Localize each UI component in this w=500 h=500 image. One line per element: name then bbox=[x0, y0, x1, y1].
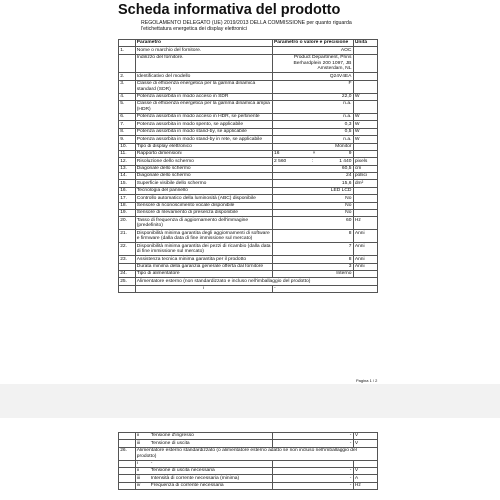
table-row bbox=[119, 195, 378, 202]
header-unit-cell: Unità bbox=[353, 40, 377, 47]
row-label: Identificativo del modello bbox=[135, 73, 272, 80]
row-label bbox=[135, 468, 272, 475]
document-subtitle: REGOLAMENTO DELEGATO (UE) 2019/2013 DELLA COMMISSIONE per quanto riguarda l'etichettatura energetica dei display elettronici bbox=[141, 20, 352, 33]
row-number: 25. bbox=[119, 278, 136, 285]
row-label: Potenza assorbita in modo acceso in SDR bbox=[135, 93, 272, 100]
row-value: n.a. bbox=[272, 114, 353, 121]
row-value: 3 bbox=[272, 263, 353, 270]
row-label: Alimentatore esterno standardizzato (o alimentatore esterno adatto se non incluso nell'imballaggio del prodotto) bbox=[135, 447, 377, 460]
row-unit bbox=[353, 270, 377, 277]
row-unit bbox=[353, 80, 377, 93]
row-label: Sensore di riconoscimento vocale disponibile bbox=[135, 202, 272, 209]
table-row bbox=[119, 263, 378, 270]
table-row bbox=[119, 73, 378, 80]
row-subnumber: i bbox=[135, 285, 272, 292]
row-unit: W bbox=[353, 93, 377, 100]
row-value: - bbox=[272, 433, 353, 440]
row-number: 1. bbox=[119, 47, 136, 54]
product-info-table-page-2 bbox=[118, 432, 378, 490]
row-value: 15,6 bbox=[272, 180, 353, 187]
row-subnumber: ii bbox=[136, 468, 139, 474]
row-number bbox=[119, 460, 136, 467]
row-number: 12. bbox=[119, 158, 136, 165]
row-number: 9. bbox=[119, 136, 136, 143]
row-label-text: Tensione di uscita necessaria bbox=[150, 468, 215, 474]
row-value bbox=[272, 460, 353, 467]
header-param-cell: Parametro bbox=[135, 40, 272, 47]
row-label: Potenza assorbita in modo spento, se applicabile bbox=[135, 121, 272, 128]
value-second: 1 440 bbox=[339, 158, 352, 164]
row-label: Diagonale dello schermo bbox=[135, 165, 272, 172]
table-row bbox=[119, 209, 378, 216]
row-label: Potenza assorbita in modo stand-by in rete, se applicabile bbox=[135, 136, 272, 143]
page-gap bbox=[0, 384, 500, 418]
row-number: 3. bbox=[119, 80, 136, 93]
row-number bbox=[119, 433, 136, 440]
row-label bbox=[135, 440, 272, 447]
row-unit: A bbox=[353, 475, 377, 482]
separator-symbol: : bbox=[312, 158, 314, 164]
row-number bbox=[119, 482, 136, 489]
row-unit bbox=[353, 202, 377, 209]
row-value: 60,5 bbox=[272, 165, 353, 172]
row-label: Sensore di rilevamento di presenza disponibile bbox=[135, 209, 272, 216]
row-value: 7 bbox=[272, 243, 353, 256]
table-row bbox=[119, 165, 378, 172]
row-unit bbox=[353, 54, 377, 73]
table-row bbox=[119, 173, 378, 180]
row-value: No bbox=[272, 202, 353, 209]
table-row bbox=[119, 230, 378, 243]
table-row bbox=[119, 482, 378, 489]
row-value: No bbox=[272, 209, 353, 216]
row-value: Interno bbox=[272, 270, 353, 277]
row-value: 22,0 bbox=[272, 93, 353, 100]
row-number: 17. bbox=[119, 195, 136, 202]
row-subnumber: ii bbox=[136, 433, 139, 439]
row-value: No bbox=[272, 195, 353, 202]
row-value: n.a. bbox=[272, 136, 353, 143]
row-label: Disponibilità minima garantita degli aggiornamenti di software e firmware (dalla data di fine immissione sul mercato) bbox=[135, 230, 272, 243]
row-label: Tipo di alimentatore bbox=[135, 270, 272, 277]
row-unit: dm² bbox=[353, 180, 377, 187]
separator-symbol: × bbox=[312, 151, 316, 157]
table-row bbox=[119, 433, 378, 440]
row-label: Tecnologia del pannello bbox=[135, 187, 272, 194]
table-row bbox=[119, 202, 378, 209]
row-unit: V bbox=[353, 433, 377, 440]
header-num-cell bbox=[119, 40, 136, 47]
row-unit: cm bbox=[353, 165, 377, 172]
row-label-text: Tensione d'ingresso bbox=[150, 433, 194, 439]
table-row bbox=[119, 256, 378, 263]
row-value: Product Department, Prins Berhardplein 200 1097, JB Amsterdam, NL bbox=[272, 54, 353, 73]
row-value: AOC bbox=[272, 47, 353, 54]
header-value-cell: Parametro o valore e precisione bbox=[272, 40, 353, 47]
table-row bbox=[119, 187, 378, 194]
row-unit bbox=[353, 143, 377, 150]
row-unit: Hz bbox=[353, 217, 377, 230]
row-number: 23. bbox=[119, 256, 136, 263]
row-number: 24. bbox=[119, 270, 136, 277]
row-number: 11. bbox=[119, 150, 136, 157]
document-title: Scheda informativa del prodotto bbox=[118, 2, 341, 18]
table-row bbox=[119, 270, 378, 277]
row-unit bbox=[353, 150, 377, 157]
row-label: Tasso di frequenza di aggiornamento dell'immagine (predefinito) bbox=[135, 217, 272, 230]
row-label: Diagonale dello schermo bbox=[135, 173, 272, 180]
row-subnumber: iii bbox=[136, 475, 141, 481]
row-label: Classe di efficienza energetica per la gamma dinamica ampia (HDR) bbox=[135, 101, 272, 114]
row-unit bbox=[353, 209, 377, 216]
row-value: Monitor bbox=[272, 143, 353, 150]
row-number: 6. bbox=[119, 114, 136, 121]
row-value: 24 bbox=[272, 173, 353, 180]
row-unit bbox=[353, 101, 377, 114]
table-row bbox=[119, 460, 378, 467]
row-value: F bbox=[272, 80, 353, 93]
row-value: - bbox=[272, 482, 353, 489]
row-label-text: - bbox=[150, 461, 153, 467]
row-number: 10. bbox=[119, 143, 136, 150]
table-row bbox=[119, 475, 378, 482]
row-unit bbox=[353, 187, 377, 194]
row-unit: W bbox=[353, 128, 377, 135]
row-subnumber: iii bbox=[136, 440, 141, 446]
table-row bbox=[119, 468, 378, 475]
row-value: LED LCD bbox=[272, 187, 353, 194]
row-value: - bbox=[272, 440, 353, 447]
table-row bbox=[119, 278, 378, 285]
table-row bbox=[119, 180, 378, 187]
table-row bbox=[119, 440, 378, 447]
row-unit bbox=[353, 47, 377, 54]
table-row bbox=[119, 121, 378, 128]
row-value-pair bbox=[272, 158, 353, 165]
row-label: Alimentatore esterno (non standardizzato e incluso nell'imballaggio del prodotto) bbox=[135, 278, 377, 285]
row-number: 7. bbox=[119, 121, 136, 128]
row-value: 60 bbox=[272, 217, 353, 230]
row-value: Q24V4EA bbox=[272, 73, 353, 80]
row-value: - bbox=[272, 285, 377, 292]
row-label: Rapporto dimensioni bbox=[135, 150, 272, 157]
row-value: - bbox=[272, 475, 353, 482]
row-label: Disponibilità minima garantita dei pezzi di ricambio (dalla data di fine immissione sul mercato) bbox=[136, 243, 271, 255]
row-label: Potenza assorbita in modo stand-by, se applicabile bbox=[135, 128, 272, 135]
row-unit: V bbox=[353, 440, 377, 447]
table-row bbox=[119, 114, 378, 121]
value-first: 2 560 bbox=[274, 158, 287, 164]
row-value: 8 bbox=[272, 256, 353, 263]
row-unit: Anni bbox=[353, 243, 377, 256]
row-number: 16. bbox=[119, 187, 136, 194]
table-row bbox=[119, 101, 378, 114]
row-number: 13. bbox=[119, 165, 136, 172]
row-number: 2. bbox=[119, 73, 136, 80]
row-subnumber: i bbox=[136, 461, 138, 467]
table-row bbox=[119, 150, 378, 157]
row-label: Tipo di display elettronico bbox=[135, 143, 272, 150]
row-label-text: Tensione di uscita bbox=[150, 440, 190, 446]
row-number: 20. bbox=[119, 217, 136, 230]
row-number bbox=[119, 475, 136, 482]
row-label: Durata minima della garanzia generale offerta dal fornitore bbox=[135, 263, 272, 270]
row-value: n.a. bbox=[272, 101, 353, 114]
row-unit: W bbox=[353, 136, 377, 143]
row-label: Assistenza tecnica minima garantita per il prodotto bbox=[135, 256, 272, 263]
row-label-text: Frequenza di corrente necessaria bbox=[150, 483, 224, 489]
row-number: 15. bbox=[119, 180, 136, 187]
row-number bbox=[119, 468, 136, 475]
row-unit: pollici bbox=[353, 173, 377, 180]
table-row bbox=[119, 158, 378, 165]
row-label bbox=[135, 482, 272, 489]
row-number bbox=[119, 440, 136, 447]
row-label: Indirizzo del fornitore. bbox=[135, 54, 272, 73]
table-row bbox=[119, 243, 378, 256]
row-unit: pixels bbox=[353, 158, 377, 165]
table-row bbox=[119, 80, 378, 93]
row-unit: Anni bbox=[353, 230, 377, 243]
table-row bbox=[119, 285, 378, 292]
table-row bbox=[119, 136, 378, 143]
table-row bbox=[119, 128, 378, 135]
row-label bbox=[135, 460, 272, 467]
row-number: 19. bbox=[119, 209, 136, 216]
row-number: 5. bbox=[119, 101, 136, 114]
row-number: 26. bbox=[119, 447, 136, 460]
row-value: 8 bbox=[272, 230, 353, 243]
row-unit: W bbox=[353, 121, 377, 128]
row-subnumber: iv bbox=[136, 483, 141, 489]
row-value: 0,3 bbox=[272, 121, 353, 128]
table-row bbox=[119, 93, 378, 100]
table-row bbox=[119, 54, 378, 73]
row-label: Controllo automatico della luminosità (ABC) disponibile bbox=[135, 195, 272, 202]
row-unit: W bbox=[353, 114, 377, 121]
row-value: - bbox=[272, 468, 353, 475]
table-row bbox=[119, 447, 378, 460]
table-row bbox=[119, 217, 378, 230]
row-value: 0,5 bbox=[272, 128, 353, 135]
row-number bbox=[119, 285, 136, 292]
table-row bbox=[119, 143, 378, 150]
row-unit bbox=[353, 73, 377, 80]
row-label: Potenza assorbita in modo acceso in HDR, se pertinente bbox=[135, 114, 272, 121]
row-number: 14. bbox=[119, 173, 136, 180]
row-number: 18. bbox=[119, 202, 136, 209]
row-unit bbox=[353, 460, 377, 467]
row-number: 21. bbox=[119, 230, 136, 243]
row-label bbox=[135, 433, 272, 440]
table-row bbox=[119, 47, 378, 54]
value-second: 9 bbox=[348, 151, 352, 157]
row-label: Classe di efficienza energetica per la gamma dinamica standard (SDR) bbox=[135, 80, 272, 93]
row-unit bbox=[353, 195, 377, 202]
table-header-row bbox=[119, 40, 378, 47]
row-label bbox=[135, 475, 272, 482]
row-label: Superficie visibile dello schermo bbox=[135, 180, 272, 187]
row-unit: Anni bbox=[353, 256, 377, 263]
row-label-text: Intensità di corrente necessaria (minima) bbox=[150, 475, 240, 481]
row-value-pair bbox=[272, 150, 353, 157]
row-number bbox=[119, 263, 136, 270]
row-unit: Hz bbox=[353, 482, 377, 489]
row-number: 8. bbox=[119, 128, 136, 135]
row-number bbox=[119, 54, 136, 73]
product-info-table bbox=[118, 39, 378, 293]
row-number: 22. bbox=[119, 243, 136, 256]
row-number: 4. bbox=[119, 93, 136, 100]
row-unit: V bbox=[353, 468, 377, 475]
row-label: Risoluzione dello schermo bbox=[135, 158, 272, 165]
page-number: Pagina 1 / 2 bbox=[356, 378, 378, 383]
row-label: Nome o marchio del fornitore. bbox=[135, 47, 272, 54]
row-unit: Anni bbox=[353, 263, 377, 270]
value-first: 16 bbox=[274, 151, 280, 157]
